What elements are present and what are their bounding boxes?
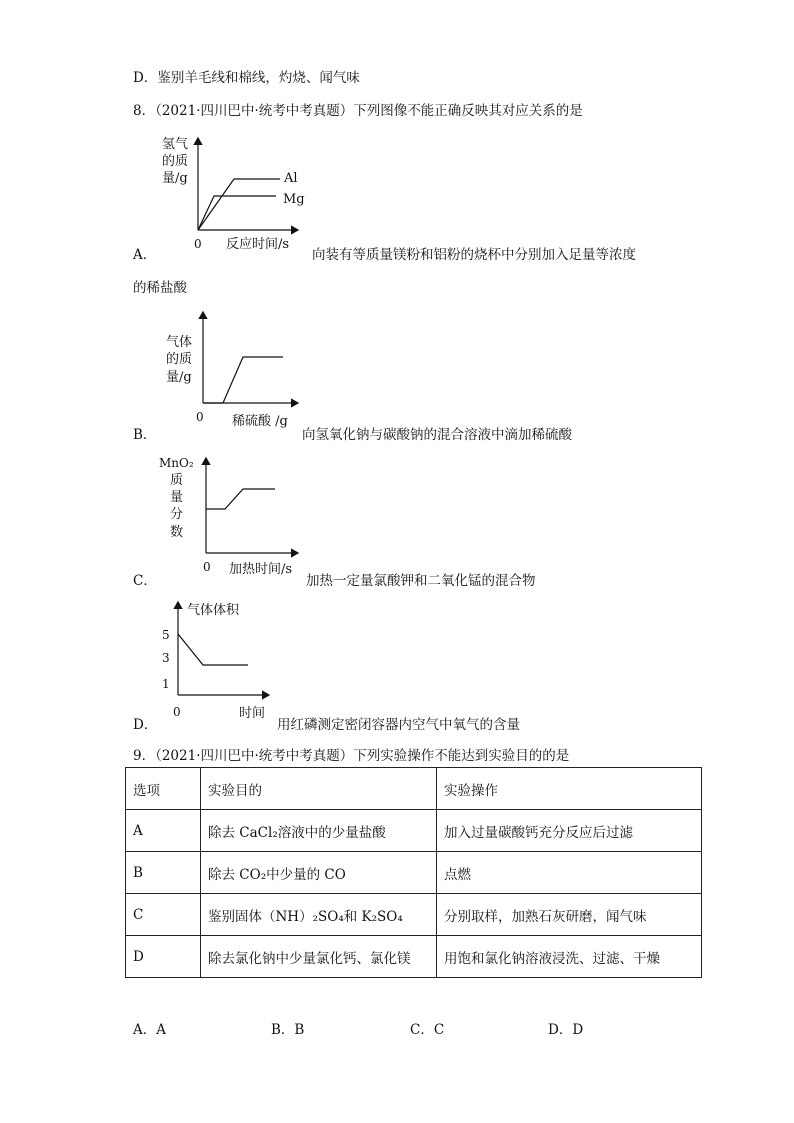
graph-b-ylabel-3: 量/g [166, 370, 192, 385]
table-cell: 除去 CO₂中少量的 CO [201, 852, 437, 894]
graph-c-ylabel-4: 分 [170, 507, 184, 522]
q9-table [125, 767, 702, 978]
table-cell: 鉴别固体（NH）₂SO₄和 K₂SO₄ [201, 894, 437, 936]
graph-d-ytick-1: 1 [162, 677, 170, 691]
graph-b-origin: 0 [196, 410, 204, 424]
table-cell: B [126, 852, 201, 894]
table-cell: 点燃 [437, 852, 702, 894]
table-row [126, 894, 702, 936]
table-header-row [126, 768, 702, 810]
table-header-cell: 实验目的 [201, 768, 437, 810]
q8-b-letter: B． [133, 427, 157, 443]
graph-d-ytick-3: 3 [162, 651, 170, 665]
graph-d-ylabel: 气体体积 [187, 603, 240, 618]
graph-a-origin: 0 [194, 237, 202, 251]
q9-choice-b: B．B [271, 1022, 305, 1038]
q8-a-text-cont: 的稀盐酸 [133, 280, 187, 296]
q8-c-text: 加热一定量氯酸钾和二氧化锰的混合物 [306, 573, 536, 589]
table-cell: 加入过量碳酸钙充分反应后过滤 [437, 810, 702, 852]
graph-a [150, 132, 310, 254]
table-row [126, 852, 702, 894]
graph-a-label-al: Al [284, 171, 298, 186]
table-cell: 分别取样，加熟石灰研磨，闻气味 [437, 894, 702, 936]
graph-a-ylabel-3: 量/g [162, 171, 188, 186]
table-cell: C [126, 894, 201, 936]
graph-d-xlabel: 时间 [239, 706, 266, 721]
graph-d-ytick-5: 5 [162, 628, 170, 642]
q8-c-letter: C． [133, 573, 157, 589]
q8-stem: 8．（2021·四川巴中·统考中考真题）下列图像不能正确反映其对应关系的是 [133, 103, 583, 119]
graph-c-ylabel-3: 量 [170, 490, 184, 505]
q8-d-text: 用红磷测定密闭容器内空气中氧气的含量 [277, 717, 520, 733]
graph-c-ylabel-1: MnO₂ [159, 456, 194, 470]
table-row [126, 810, 702, 852]
q9-choice-a: A．A [133, 1022, 166, 1038]
graph-c-ylabel-2: 质 [170, 473, 184, 488]
table-row [126, 936, 702, 978]
graph-c-line [206, 489, 275, 509]
table-header-cell: 实验操作 [437, 768, 702, 810]
q8-a-text: 向装有等质量镁粉和铝粉的烧杯中分别加入足量等浓度 [312, 247, 636, 263]
graph-c [155, 452, 305, 578]
graph-d-line [178, 634, 248, 665]
table-cell: 除去 CaCl₂溶液中的少量盐酸 [201, 810, 437, 852]
q9-stem: 9．（2021·四川巴中·统考中考真题）下列实验操作不能达到实验目的的是 [133, 748, 570, 764]
graph-a-ylabel-1: 氢气 [162, 137, 189, 152]
graph-d-origin: 0 [173, 705, 181, 719]
q9-choice-c: C．C [410, 1022, 445, 1038]
table-cell: A [126, 810, 201, 852]
graph-c-ylabel-5: 数 [170, 525, 184, 540]
table-cell: 用饱和氯化钠溶液浸洗、过滤、干燥 [437, 936, 702, 978]
q8-d-letter: D． [133, 717, 158, 733]
graph-b-line [203, 357, 283, 403]
table-cell: 除去氯化钠中少量氯化钙、氯化镁 [201, 936, 437, 978]
graph-b [160, 306, 300, 430]
graph-d [157, 598, 277, 722]
graph-a-xlabel: 反应时间/s [226, 237, 290, 252]
q9-choice-d: D．D [548, 1022, 584, 1038]
graph-a-label-mg: Mg [283, 192, 305, 207]
q7-option-d: D．鉴别羊毛线和棉线，灼烧、闻气味 [133, 70, 360, 86]
table-cell: D [126, 936, 201, 978]
table-header-cell: 选项 [126, 768, 201, 810]
graph-c-xlabel: 加热时间/s [229, 562, 293, 577]
graph-b-ylabel-1: 气体 [166, 335, 193, 350]
q8-a-letter: A． [133, 247, 157, 263]
q8-b-text: 向氢氧化钠与碳酸钠的混合溶液中滴加稀硫酸 [302, 427, 572, 443]
graph-a-ylabel-2: 的质 [162, 154, 189, 169]
graph-b-ylabel-2: 的质 [166, 352, 193, 367]
graph-b-xlabel: 稀硫酸 /g [232, 414, 288, 429]
graph-c-origin: 0 [203, 560, 211, 574]
